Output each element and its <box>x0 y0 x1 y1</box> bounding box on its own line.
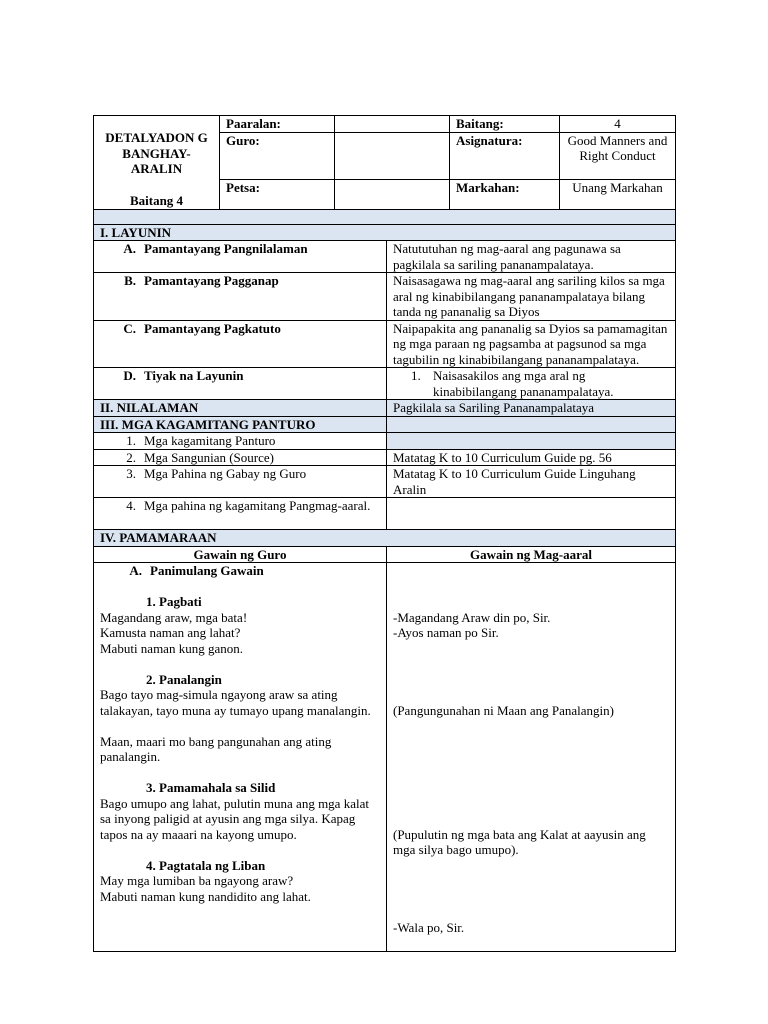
pagbati-title: 1. Pagbati <box>146 594 202 609</box>
nilalaman-heading: II. NILALAMAN <box>94 400 387 417</box>
petsa-value <box>335 179 450 209</box>
pagbati-response-1: -Magandang Araw din po, Sir. <box>393 609 551 625</box>
kagamitan-3-value: Matatag K to 10 Curriculum Guide Linguhang Aralin <box>387 466 676 498</box>
kagamitan-3-num: 3. <box>126 466 136 481</box>
col-student-header: Gawain ng Mag-aaral <box>387 546 676 563</box>
liban-response: -Wala po, Sir. <box>393 919 465 935</box>
student-activities <box>387 563 676 952</box>
layunin-row-c <box>94 320 676 368</box>
paaralan-label: Paaralan: <box>220 116 335 133</box>
col-teacher-header: Gawain ng Guro <box>94 546 387 563</box>
dlp-title: DETALYADON G BANGHAY-ARALIN <box>105 130 208 176</box>
pamamaraan-heading: IV. PAMAMARAAN <box>94 530 676 547</box>
dlp-title-cell <box>94 116 220 210</box>
kagamitan-4-value <box>387 498 676 530</box>
layunin-a-value: Natututuhan ng mag-aaral ang pagunawa sa pagkilala sa sariling pananampalataya. <box>387 241 676 273</box>
pamamahala-line-1: Bago umupo ang lahat, pulutin muna ang mga kalat sa inyong paligid at ayusin ang mga silya. Kapag tapos na ay maaari na kayong umupo. <box>100 795 369 842</box>
layunin-c-value: Naipapakita ang pananalig sa Dyios sa pamamagitan ng mga paraan ng pagsamba at pagsunod sa mga tagubilin ng kinabibilangang pananampalataya. <box>387 320 676 368</box>
kagamitan-row-1 <box>94 433 676 450</box>
kagamitan-heading: III. MGA KAGAMITANG PANTURO <box>94 416 387 433</box>
pagbati-line-2: Kamusta naman ang lahat? <box>100 625 241 640</box>
pagbati-line-3: Mabuti naman kung ganon. <box>100 640 243 656</box>
layunin-d-value: Naisasakilos ang mga aral ng kinabibilangang pananampalataya. <box>433 368 614 399</box>
lesson-plan-page <box>93 115 675 952</box>
panalangin-line-1: Bago tayo mag-simula ngayong araw sa ating talakayan, tayo muna ay tumayo upang manalangin. <box>100 687 371 718</box>
kagamitan-3-label: Mga Pahina ng Gabay ng Guro <box>144 466 307 481</box>
kagamitan-row-3 <box>94 466 676 498</box>
pagbati-line-1: Magandang araw, mga bata! <box>100 609 248 625</box>
kagamitan-heading-blank <box>387 416 676 433</box>
kagamitan-row-4 <box>94 498 676 530</box>
markahan-value: Unang Markahan <box>560 179 676 209</box>
liban-line-2: Mabuti naman kung nandidito ang lahat. <box>100 888 311 904</box>
guro-value <box>335 132 450 179</box>
layunin-heading: I. LAYUNIN <box>94 224 676 241</box>
liban-title: 4. Pagtatala ng Liban <box>146 857 266 873</box>
baitang-label: Baitang: <box>450 116 560 133</box>
layunin-row-d <box>94 368 676 400</box>
paaralan-value <box>335 116 450 133</box>
layunin-d-letter: D. <box>123 368 136 383</box>
asignatura-label: Asignatura: <box>450 132 560 179</box>
asignatura-value: Good Manners and Right Conduct <box>560 132 676 179</box>
main-table <box>93 209 676 952</box>
kagamitan-2-value: Matatag K to 10 Curriculum Guide pg. 56 <box>387 449 676 466</box>
pamamahala-response: (Pupulutin ng mga bata ang Kalat at aayusin ang mga silya bago umupo). <box>393 826 646 857</box>
kagamitan-4-num: 4. <box>126 498 136 513</box>
kagamitan-2-label: Mga Sangunian (Source) <box>144 449 274 465</box>
layunin-b-label: Pamantayang Pagganap <box>144 273 279 288</box>
kagamitan-4-label: Mga pahina ng kagamitang Pangmag-aaral. <box>144 498 371 513</box>
teacher-activities <box>94 563 387 952</box>
liban-line-1: May mga lumiban ba ngayong araw? <box>100 873 294 888</box>
guro-label: Guro: <box>220 132 335 179</box>
petsa-label: Petsa: <box>220 179 335 209</box>
nilalaman-value: Pagkilala sa Sariling Pananampalataya <box>387 400 676 417</box>
markahan-label: Markahan: <box>450 179 560 209</box>
pamamahala-title: 3. Pamamahala sa Silid <box>146 780 276 795</box>
panalangin-response: (Pangungunahan ni Maan ang Panalangin) <box>393 702 614 718</box>
pagbati-response-2: -Ayos naman po Sir. <box>393 625 499 640</box>
spacer-row <box>94 209 676 224</box>
kagamitan-row-2 <box>94 449 676 466</box>
part-a-letter: A. <box>129 563 142 578</box>
panalangin-line-2: Maan, maari mo bang pangunahan ang ating panalangin. <box>100 733 332 764</box>
layunin-d-num: 1. <box>411 368 421 383</box>
layunin-c-label: Pamantayang Pagkatuto <box>144 320 281 336</box>
panalangin-title: 2. Panalangin <box>146 671 222 687</box>
kagamitan-1-value <box>387 433 676 450</box>
part-a-title: Panimulang Gawain <box>150 563 264 578</box>
kagamitan-1-label: Mga kagamitang Panturo <box>144 433 276 448</box>
layunin-c-letter: C. <box>123 320 136 336</box>
layunin-a-letter: A. <box>123 241 136 256</box>
layunin-row-b <box>94 273 676 321</box>
layunin-d-label: Tiyak na Layunin <box>144 368 244 383</box>
dlp-grade: Baitang 4 <box>129 192 184 208</box>
layunin-a-label: Pamantayang Pangnilalaman <box>144 241 308 256</box>
layunin-b-letter: B. <box>124 273 136 288</box>
layunin-row-a <box>94 241 676 273</box>
pamamaraan-body <box>94 563 676 952</box>
baitang-value: 4 <box>560 116 676 133</box>
kagamitan-2-num: 2. <box>126 449 136 465</box>
layunin-b-value: Naisasagawa ng mag-aaral ang sariling kilos sa mga aral ng kinabibilangang pananampalataya bilang tanda ng pananalig sa Diyos <box>387 273 676 321</box>
kagamitan-1-num: 1. <box>126 433 136 448</box>
header-table <box>93 115 676 210</box>
